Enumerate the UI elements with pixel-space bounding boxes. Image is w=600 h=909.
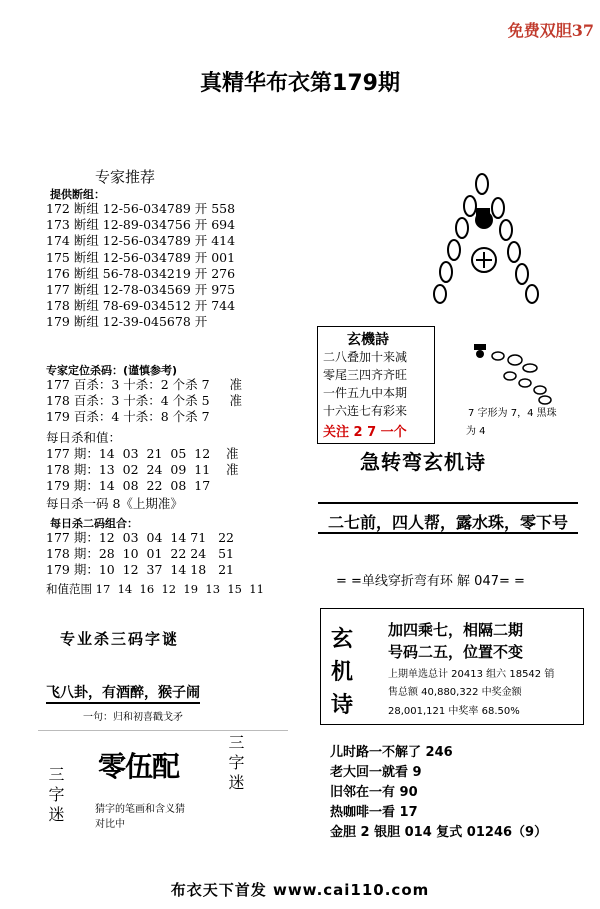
- sentence: 一句：归和初喜戳戈矛: [83, 712, 183, 723]
- xuanji-vert-char: 诗: [331, 693, 354, 718]
- riddle-note: 对比中: [95, 819, 125, 830]
- kill-two-list: [46, 530, 234, 579]
- group-row: 179 断组 12-39-045678 开: [46, 314, 208, 330]
- poem-line: 十六连七有彩来: [323, 404, 408, 418]
- group-row: 173 断组 12-89-034756 开 694: [46, 217, 236, 233]
- kill-two-row: 179 期：10 12 37 14 18 21: [46, 562, 235, 578]
- poem-line: 二八叠加十来减: [323, 350, 408, 364]
- xuanji-line: 号码二五，位置不变: [388, 643, 524, 661]
- stat-line: 28,001,121 中奖率 68.50%: [388, 706, 520, 717]
- kill-row: 179 百杀：4 十杀：8 个杀 7: [46, 409, 210, 425]
- answer-line: 老大回一就看 9: [330, 765, 422, 780]
- kill-row: 177 百杀：3 十杀：2 个杀 7 准: [46, 377, 242, 392]
- group-row: 177 断组 12-78-034569 开 975: [46, 282, 236, 298]
- answer-line: 旧邻在一有 90: [330, 785, 418, 800]
- xuanji-vert-char: 玄: [331, 627, 354, 652]
- page-title: 真精华布衣第179期: [200, 71, 400, 96]
- free-badge: 免费双胆37: [507, 21, 594, 40]
- group-row: 174 断组 12-56-034789 开 414: [46, 233, 236, 249]
- answer-line: 金胆 2 银胆 014 复式 01246（9）: [330, 825, 548, 840]
- brain-teaser-title: 急转弯玄机诗: [360, 450, 486, 474]
- group-row: 175 断组 12-56-034789 开 001: [46, 249, 236, 265]
- kill-list: [46, 377, 242, 426]
- answer-line: 热咖啡一看 17: [330, 805, 418, 820]
- provider-label: 提供断组：: [50, 188, 105, 201]
- kill-row: 178 百杀：3 十杀：4 个杀 5 准: [46, 393, 242, 409]
- sum-row: 179 期：14 08 22 08 17: [46, 478, 211, 494]
- xuanji-line: 加四乘七，相隔二期: [388, 621, 524, 639]
- stat-line: 上期单选总计 20413 组六 18542 销: [388, 669, 555, 680]
- hint-line: 二七前，四人帮，露水珠，零下号: [318, 502, 578, 534]
- poem-note: 为 4: [466, 426, 486, 437]
- poem-line: 一件五九中本期: [323, 386, 408, 400]
- expert-heading: 专家推荐: [95, 168, 156, 186]
- abacus-figure-icon: [420, 168, 550, 308]
- riddle-note: 猜字的笔画和含义猜: [95, 804, 185, 815]
- kill-two-heading: 每日杀二码组合：: [50, 517, 138, 530]
- clue-line: = =单线穿折弯有环 解 047= =: [336, 574, 525, 589]
- group-row: 172 断组 12-56-034789 开 558: [46, 201, 236, 216]
- poem-note: 7 字形为 7，4 黑珠: [468, 408, 557, 419]
- sum-heading: 每日杀和值：: [46, 430, 122, 445]
- phrase: 飞八卦，有酒醉，猴子闹: [46, 682, 200, 704]
- riddle-vert-right: 三字迷: [226, 734, 245, 794]
- sum-row: 178 期：13 02 24 09 11 准: [46, 462, 239, 478]
- sum-list: [46, 446, 239, 495]
- footer: 布衣天下首发 www.cai110.com: [170, 881, 430, 899]
- kill-heading: 专家定位杀码：(谨慎参考): [46, 364, 178, 377]
- riddle-vert-left: 三字迷: [46, 766, 65, 826]
- xuanji-vert-char: 机: [331, 660, 354, 685]
- stat-line: 售总额 40,880,322 中奖金额: [388, 687, 522, 698]
- riddle-big: 零伍配: [98, 750, 180, 783]
- poem-title: 玄機詩: [347, 332, 389, 348]
- answer-line: 儿时路一不解了 246: [330, 745, 453, 760]
- group-list: [46, 201, 235, 331]
- group-row: 176 断组 56-78-034219 开 276: [46, 265, 236, 281]
- sum-range: 和值范围 17 14 16 12 19 13 15 11: [46, 582, 264, 596]
- kill-two-row: 178 期：28 10 01 22 24 51: [46, 546, 235, 562]
- kill-one: 每日杀一码 8《上期准》: [46, 496, 183, 511]
- sum-row: 177 期：14 03 21 05 12 准: [46, 446, 239, 461]
- poem-line: 零尾三四齐齐旺: [323, 368, 408, 382]
- poem-focus: 关注 2 7 一个: [323, 425, 407, 440]
- beads-icon: [470, 338, 560, 408]
- kill3-title: 专业杀三码字谜: [60, 630, 180, 648]
- kill-two-row: 177 期：12 03 04 14 71 22: [46, 530, 235, 545]
- group-row: 178 断组 78-69-034512 开 744: [46, 298, 236, 314]
